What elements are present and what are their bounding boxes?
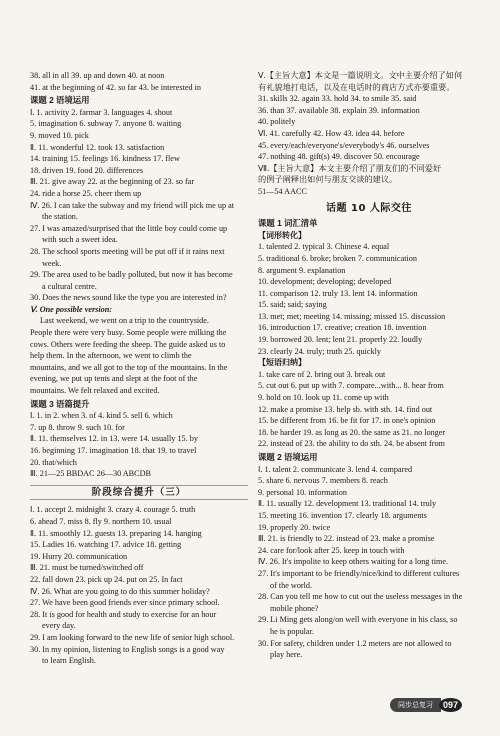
section-heading: 阶段综合提升（三） (30, 485, 248, 501)
answer-line: 31. skills 32. again 33. hold 34. to smile 35. said (258, 94, 417, 104)
answer-line: 18. driven 19. food 20. differences (30, 165, 144, 175)
answer-line: 6. ahead 7. miss 8. fly 9. northern 10. usual (30, 516, 172, 526)
answer-line: Ⅰ. 1. activity 2. farmar 3. languages 4. shout (30, 107, 173, 117)
answer-line: he is popular. (270, 626, 314, 636)
section-heading: 课题 2 语境运用 (258, 452, 318, 462)
answer-line: mountains. We felt relaxed and excited. (30, 386, 160, 396)
answer-line: Ⅳ. 26. I can take the subway and my friend will pick me up at (30, 200, 234, 210)
answer-line: 14. training 15. feelings 16. kindness 17. flew (30, 154, 180, 164)
answer-line: 5. imagination 6. subway 7. anyone 8. waiting (30, 119, 182, 129)
answer-line: 30. For safety, children under 1.2 meters are not allowed to (258, 638, 452, 648)
answer-line: every day. (42, 621, 76, 631)
answer-line: of the world. (270, 580, 313, 590)
footer-badge: 同步总复习 (390, 698, 441, 712)
answer-line: 28. It is good for health and study to exercise for an hour (30, 609, 217, 619)
section-heading: 话题 10 人际交往 (326, 202, 412, 214)
answer-line: 22. fall down 23. pick up 24. put on 25. In fact (30, 574, 183, 584)
section-heading: 课题 1 词汇清单 (258, 218, 318, 229)
answer-line: 51—54 AACC (258, 186, 307, 196)
answer-line: 45. every/each/everyone's/everybody's 46. ourselves (258, 140, 430, 150)
answer-line: evening, we put up tents and slept at the foot of the (30, 374, 198, 384)
answer-line: 的例子阐释出如何与朋友交谈的建议。 (258, 175, 398, 185)
answer-line: Ⅵ. 41. carefully 42. How 43. idea 44. before (258, 128, 405, 138)
answer-line: mountains, and we all got to the top of the mountains. In the (30, 362, 228, 372)
answer-line: 30. In my opinion, listening to English songs is a good way (30, 644, 225, 654)
answer-line: Ⅱ. 11. usually 12. development 13. traditional 14. truly (258, 499, 437, 509)
answer-line: 1. take care of 2. bring out 3. break out (258, 369, 386, 379)
answer-line: Ⅱ. 11. themselves 12. in 13. were 14. usually 15. by (30, 434, 198, 444)
answer-line: 5. share 6. nervous 7. members 8. reach (258, 476, 388, 486)
right-column (258, 70, 480, 661)
answer-line: 5. cut out 6. put up with 7. compare...with... 8. hear from (258, 381, 444, 391)
answer-line: 5. traditional 6. broke; broken 7. communication (258, 253, 417, 263)
answer-line: 9. hold on 10. look up 11. come up with (258, 393, 389, 403)
answer-line: 15. said; said; saying (258, 300, 327, 310)
answer-line: 1. talented 2. typical 3. Chinese 4. equal (258, 242, 390, 252)
section-heading: 课题 2 语境运用 (30, 95, 90, 106)
answer-line: Ⅴ.【主旨大意】本文是一篇说明文。文中主要介绍了如何 (258, 71, 463, 80)
answer-line: cows. Others were feeding the sheep. The guide asked us to (30, 339, 226, 349)
answer-line: 38. all in all 39. up and down 40. at noon (30, 71, 165, 80)
answer-line: with such a sweet idea. (42, 235, 118, 245)
answer-line: 20. that/which (30, 457, 77, 467)
answer-line: Ⅰ. 1. talent 2. communicate 3. lend 4. compared (258, 464, 413, 474)
answer-line: 40. politely (258, 117, 296, 127)
answer-line: 22. instead of 23. the ability to do sth. 24. be absent from (258, 439, 445, 449)
answer-line: 36. than 37. available 38. explain 39. information (258, 105, 420, 115)
answer-line: Ⅳ. 26. It's impolite to keep others waiting for a long time. (258, 557, 449, 567)
answer-line: 19. Hurry 20. communication (30, 551, 128, 561)
answer-line: 27. I was amazed/surprised that the little boy could come up (30, 223, 228, 233)
answer-line: People there were very busy. Some people were milking the (30, 328, 227, 338)
answer-line: the station. (42, 212, 78, 222)
answer-line: 18. be harder 19. as long as 20. the same as 21. no longer (258, 427, 446, 437)
answer-line: 15. be different from 16. be fit for 17. in one's opinion (258, 416, 436, 426)
answer-line: Ⅰ. 1. in 2. when 3. of 4. kind 5. sell 6. which (30, 411, 173, 421)
answer-line: Ⅶ.【主旨大意】本文主要介绍了朋友们的不同爱好 (258, 163, 442, 173)
answer-line: 47. nothing 48. gift(s) 49. discover 50. encourage (258, 152, 420, 162)
page-number: 097 (439, 698, 462, 712)
answer-line: 28. The school sports meeting will be put off if it rains next (30, 246, 225, 256)
answer-line: 29. I am looking forward to the new life of senior high school. (30, 632, 235, 642)
answer-line: 15. Ladies 16. watching 17. advice 18. getting (30, 540, 182, 550)
answer-line: 8. argument 9. explanation (258, 265, 346, 275)
answer-line: mobile phone? (270, 603, 319, 613)
left-column (30, 70, 248, 667)
answer-line: 23. clearly 24. truly; truth 25. quickly (258, 346, 382, 356)
answer-line: 28. Can you tell me how to cut out the useless messages in the (258, 592, 463, 602)
answer-line: Ⅲ. 21. is friendly to 22. instead of 23. make a promise (258, 534, 435, 544)
answer-line: 16. introduction 17. creative; creation 18. invention (258, 323, 427, 333)
answer-line: Ⅲ. 21. must be turned/switched off (30, 563, 144, 573)
answer-line: 30. Does the news sound like the type you are interested in? (30, 293, 227, 303)
answer-line: 9. personal 10. information (258, 487, 347, 497)
answer-line: 【词形转化】 (258, 230, 306, 240)
answer-line: 27. It's important to be friendly/nice/kind to different cultures (258, 568, 460, 578)
answer-line: 有礼貌地打电话，以及在电话时的商店方式亦要重要。 (258, 82, 455, 92)
answer-line: Last weekend, we went on a trip to the countryside. (40, 316, 209, 326)
answer-line: a cultural centre. (42, 281, 97, 291)
section-heading: 课题 3 语篇提升 (30, 398, 90, 409)
answer-line: 24. care for/look after 25. keep in touch with (258, 545, 405, 555)
page-footer (390, 698, 462, 712)
answer-line: 29. The area used to be badly polluted, but now it has become (30, 270, 233, 280)
answer-line: 19. properly 20. twice (258, 522, 331, 532)
answer-line: Ⅳ. 26. What are you going to do this summer holiday? (30, 586, 210, 596)
answer-line: 7. up 8. throw 9. such 10. for (30, 422, 125, 432)
answer-line: Ⅴ. One possible version: (30, 304, 113, 314)
answer-line: 24. ride a horse 25. cheer them up (30, 188, 142, 198)
answer-line: play here. (270, 650, 303, 660)
answer-line: 9. moved 10. pick (30, 130, 89, 140)
answer-line: Ⅱ. 11. wonderful 12. took 13. satisfaction (30, 142, 165, 152)
answer-line: week. (42, 258, 62, 268)
answer-line: 12. make a promise 13. help sb. with sth. 14. find out (258, 404, 433, 414)
answer-line: 13. met; met; meeting 14. missing; missed 15. discussion (258, 311, 446, 321)
answer-line: Ⅲ. 21. give away 22. at the beginning of 23. so far (30, 177, 195, 187)
answer-line: 41. at the beginning of 42. so far 43. be interested in (30, 82, 201, 92)
answer-line: 【短语归纳】 (258, 358, 306, 368)
answer-line: Ⅰ. 1. accept 2. midnight 3. crazy 4. courage 5. truth (30, 505, 196, 515)
answer-line: 27. We have been good friends ever since primary school. (30, 598, 220, 608)
answer-line: help them. In the afternoon, we went to climb the (30, 351, 192, 361)
answer-line: 29. Li Ming gets along/on well with everyone in his class, so (258, 615, 458, 625)
answer-line: 15. meeting 16. invention 17. clearly 18. arguments (258, 510, 427, 520)
answer-line: Ⅱ. 11. smoothly 12. guests 13. preparing 14. hanging (30, 528, 202, 538)
answer-line: 10. development; developing; developed (258, 277, 392, 287)
answer-line: to learn English. (42, 656, 96, 666)
answer-line: Ⅲ. 21—25 BBDAC 26—30 ABCDB (30, 469, 151, 479)
answer-line: 11. comparison 12. truly 13. lent 14. information (258, 288, 418, 298)
answer-line: 16. beginning 17. imagination 18. that 19. to travel (30, 446, 197, 455)
answer-line: 19. borrowed 20. lent; lent 21. properly 22. loudly (258, 335, 423, 345)
